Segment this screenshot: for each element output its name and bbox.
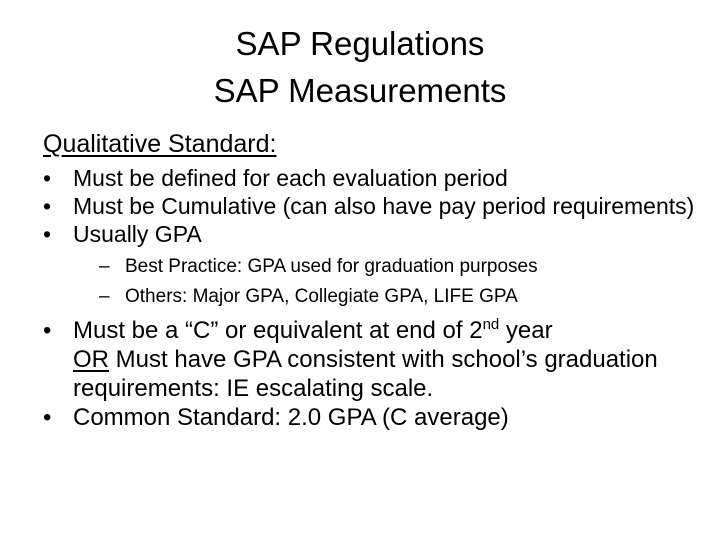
bullet-text: Must be defined for each evaluation period: [73, 165, 508, 191]
bullet-text-part-c: Must have GPA consistent with school’s graduation requirements: IE escalating scale.: [73, 346, 658, 402]
bullet-marker: •: [43, 404, 52, 431]
sub-bullet-item-2: [43, 282, 703, 312]
bullet-item-4: [43, 316, 703, 403]
sub-bullet-list: [43, 252, 703, 312]
dash-marker: –: [99, 256, 110, 277]
bullet-text: Must be Cumulative (can also have pay period requirements): [73, 193, 695, 219]
bullet-item-3: [43, 220, 703, 248]
bullet-item-2: [43, 192, 703, 220]
bullet-text-part-b: year: [499, 317, 553, 344]
sub-bullet-text: Others: Major GPA, Collegiate GPA, LIFE GPA: [125, 286, 518, 307]
bullet-item-5: [43, 403, 703, 432]
bullet-marker: •: [43, 317, 52, 344]
ordinal-suffix: nd: [482, 316, 500, 333]
title-line-2: SAP Measurements: [213, 72, 507, 109]
sub-bullet-text: Best Practice: GPA used for graduation purposes: [125, 256, 538, 277]
bullet-text: Common Standard: 2.0 GPA (C average): [73, 404, 509, 431]
slide-body: [43, 126, 703, 432]
bullet-text: [73, 317, 658, 402]
bullet-item-1: [43, 164, 703, 192]
bullet-text: Usually GPA: [73, 221, 202, 247]
section-heading: Qualitative Standard:: [43, 130, 277, 158]
slide-title: [0, 20, 720, 114]
dash-marker: –: [99, 286, 110, 307]
bullet-text-part-a: Must be a “C” or equivalent at end of 2: [73, 317, 483, 344]
bullet-marker: •: [43, 193, 52, 219]
title-line-1: SAP Regulations: [235, 25, 485, 62]
bullet-marker: •: [43, 221, 52, 247]
sub-bullet-item-1: [43, 252, 703, 282]
underlined-or: OR: [73, 346, 109, 373]
bullet-marker: •: [43, 165, 52, 191]
